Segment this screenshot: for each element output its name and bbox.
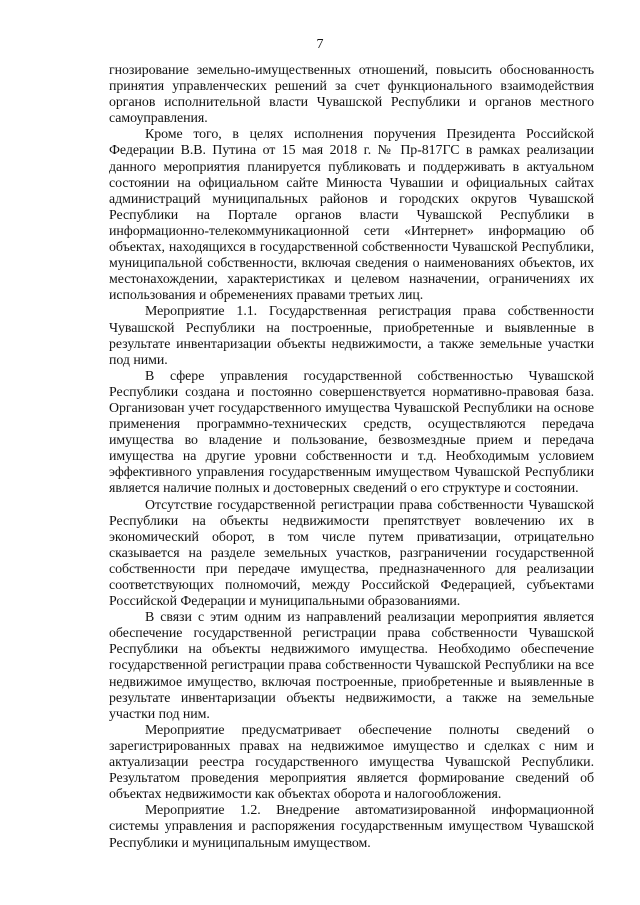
paragraph-continuation: гнозирование земельно-имущественных отношений, повысить обоснованность принятия управленческих решений за счет функционального взаимодействия органов исполнительной власти Чувашской Республики и органов местного самоуправления. — [109, 63, 594, 127]
page-number: 7 — [316, 37, 324, 52]
paragraph: В сфере управления государственной собственностью Чувашской Республики создана и постоянно совершенствуется нормативно-правовая база. Организован учет государственного имущества Чувашской Республики на основе применения программно-технических средств, осуществляются передача имущества во владение и пользование, безвозмездные прием и передача имущества на другие уровни собственности и т.д. Необходимым условием эффективного управления государственным имуществом Чувашской Республики является наличие полных и достоверных сведений о его структуре и состоянии. — [109, 368, 594, 497]
body-text — [109, 63, 594, 852]
paragraph-measure-1-2: Мероприятие 1.2. Внедрение автоматизированной информационной системы управления и распоряжения государственным имуществом Чувашской Республики и муниципальным имуществом. — [109, 803, 594, 851]
paragraph: Мероприятие предусматривает обеспечение полноты сведений о зарегистрированных правах на недвижимое имущество и сделках с ним и актуализации реестра государственного имущества Чувашской Республики. Результатом проведения мероприятия является формирование сведений об объектах недвижимости как объектах оборота и налогообложения. — [109, 722, 594, 803]
paragraph-measure-1-1: Мероприятие 1.1. Государственная регистрация права собственности Чувашской Республики на построенные, приобретенные и выявленные в результате инвентаризации объекты недвижимости, а также земельные участки под ними. — [109, 304, 594, 368]
paragraph: Отсутствие государственной регистрации права собственности Чувашской Республики на объекты недвижимости препятствует вовлечению их в экономический оборот, в том числе путем приватизации, отрицательно сказывается на разделе земельных участков, разграничении государственной собственности при передаче имущества, предназначенного для реализации соответствующих полномочий, между Российской Федерацией, субъектами Российской Федерации и муниципальными образованиями. — [109, 497, 594, 610]
paragraph: В связи с этим одним из направлений реализации мероприятия является обеспечение государственной регистрации права собственности Чувашской Республики на объекты недвижимого имущества. Необходимо обеспечение государственной регистрации права собственности Чувашской Республики на все недвижимое имущество, включая построенные, приобретенные и выявленные в результате инвентаризации объекты недвижимости, а также на земельные участки под ним. — [109, 610, 594, 722]
paragraph: Кроме того, в целях исполнения поручения Президента Российской Федерации В.В. Путина от 15 мая 2018 г. № Пр-817ГС в рамках реализации данного мероприятия планируется публиковать и поддерживать в актуальном состоянии на официальном сайте Минюста Чувашии и официальных сайтах администраций муниципальных районов и городских округов Чувашской Республики на Портале органов власти Чувашской Республики в информационно-телекоммуникационной сети «Интернет» информацию об объектах, находящихся в государственной собственности Чувашской Республики, муниципальной собственности, включая сведения о наименованиях объектов, их местонахождении, характеристиках и целевом назначении, ограничениях их использования и обременениях правами третьих лиц. — [109, 127, 594, 304]
